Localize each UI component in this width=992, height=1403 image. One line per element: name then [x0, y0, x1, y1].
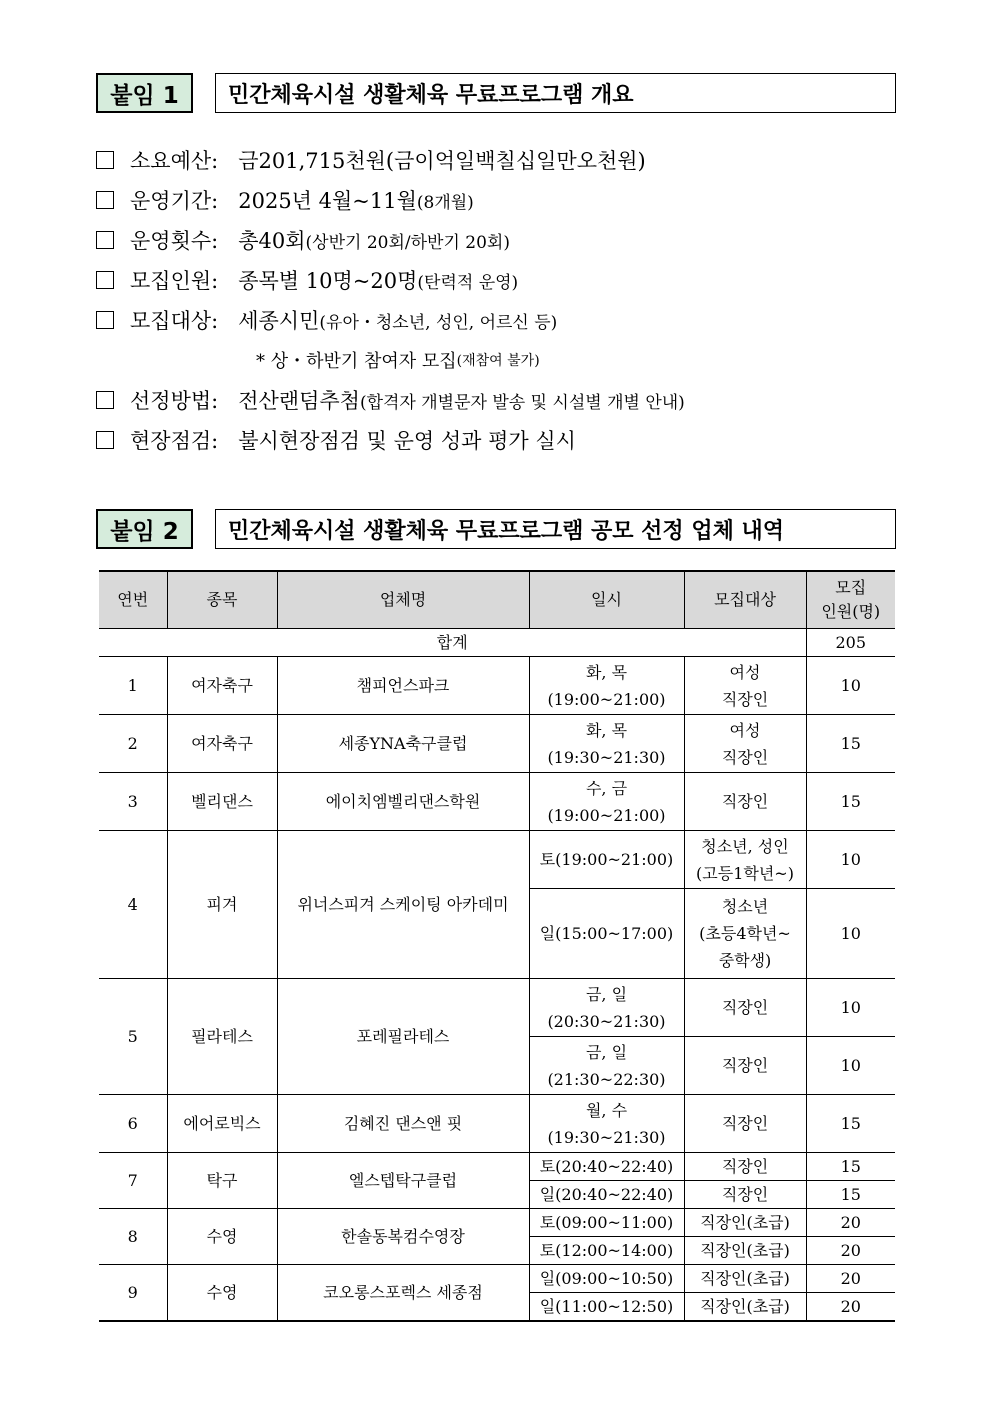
row-target: 직장인	[684, 1181, 806, 1209]
row-schedule: 일(11:00~12:50)	[529, 1293, 684, 1322]
row-count: 15	[806, 1095, 895, 1153]
row-sport: 수영	[167, 1265, 277, 1322]
item-value: 종목별 10명~20명	[238, 269, 418, 293]
row-schedule: 일(20:40~22:40)	[529, 1181, 684, 1209]
row-no: 5	[99, 979, 167, 1095]
checkbox-square-icon	[96, 151, 114, 169]
row-target: 직장인	[684, 1037, 806, 1095]
row-sport: 탁구	[167, 1153, 277, 1209]
row-target: 직장인	[684, 773, 806, 831]
row-company: 엘스텝탁구클럽	[277, 1153, 529, 1209]
row-count: 10	[806, 657, 895, 715]
overview-item-budget	[96, 140, 896, 180]
table-row	[99, 979, 895, 1037]
checkbox-square-icon	[96, 191, 114, 209]
overview-item-period	[96, 180, 896, 220]
row-target: 여성 직장인	[684, 715, 806, 773]
item-label: 운영횟수:	[130, 229, 219, 253]
row-count: 10	[806, 979, 895, 1037]
overview-list	[96, 140, 896, 460]
row-schedule: 토(19:00~21:00)	[529, 831, 684, 889]
row-sport: 피겨	[167, 831, 277, 979]
row-company: 위너스피겨 스케이팅 아카데미	[277, 831, 529, 979]
row-schedule: 금, 일 (21:30~22:30)	[529, 1037, 684, 1095]
row-sport: 벨리댄스	[167, 773, 277, 831]
header-company: 업체명	[277, 571, 529, 629]
row-count: 10	[806, 1037, 895, 1095]
table-row	[99, 1153, 895, 1181]
item-note: (8개월)	[416, 192, 474, 213]
header-target: 모집대상	[684, 571, 806, 629]
row-sport: 필라테스	[167, 979, 277, 1095]
row-count: 20	[806, 1237, 895, 1265]
section1-tag: 붙임 1	[96, 73, 193, 113]
row-target: 직장인(초급)	[684, 1293, 806, 1322]
section1-header	[96, 73, 896, 113]
row-schedule: 일(15:00~17:00)	[529, 889, 684, 979]
header-no: 연번	[99, 571, 167, 629]
item-value: 세종시민	[238, 309, 320, 333]
item-note: (유아・청소년, 성인, 어르신 등)	[319, 312, 558, 333]
row-company: 김혜진 댄스앤 핏	[277, 1095, 529, 1153]
table-row	[99, 1209, 895, 1237]
row-schedule: 금, 일 (20:30~21:30)	[529, 979, 684, 1037]
row-no: 9	[99, 1265, 167, 1322]
item-label: 소요예산:	[130, 149, 219, 173]
row-target: 여성 직장인	[684, 657, 806, 715]
total-label: 합계	[99, 629, 806, 657]
table-header-row	[99, 571, 895, 629]
row-schedule: 토(12:00~14:00)	[529, 1237, 684, 1265]
item-label: 모집대상:	[130, 309, 219, 333]
row-target: 직장인	[684, 1095, 806, 1153]
row-no: 2	[99, 715, 167, 773]
row-company: 에이치엠벨리댄스학원	[277, 773, 529, 831]
overview-item-count	[96, 220, 896, 260]
row-count: 20	[806, 1293, 895, 1322]
item-value: 금201,715천원(금이억일백칠십일만오천원)	[238, 149, 646, 173]
row-target: 직장인	[684, 979, 806, 1037]
row-sport: 에어로빅스	[167, 1095, 277, 1153]
row-count: 15	[806, 1153, 895, 1181]
section1-title: 민간체육시설 생활체육 무료프로그램 개요	[215, 73, 896, 113]
table-row	[99, 1265, 895, 1293]
table-row	[99, 831, 895, 889]
row-schedule: 수, 금 (19:00~21:00)	[529, 773, 684, 831]
item-label: 선정방법:	[130, 389, 219, 413]
row-company: 코오롱스포렉스 세종점	[277, 1265, 529, 1322]
item-note: (상반기 20회/하반기 20회)	[305, 232, 510, 253]
overview-item-target	[96, 300, 896, 340]
total-row	[99, 629, 895, 657]
header-schedule: 일시	[529, 571, 684, 629]
header-sport: 종목	[167, 571, 277, 629]
item-label: 현장점검:	[130, 429, 219, 453]
row-target: 직장인(초급)	[684, 1209, 806, 1237]
row-company: 포레필라테스	[277, 979, 529, 1095]
item-value: 2025년 4월~11월	[238, 189, 417, 213]
row-target: 청소년, 성인 (고등1학년~)	[684, 831, 806, 889]
checkbox-square-icon	[96, 391, 114, 409]
header-count-line2: 인원(명)	[821, 602, 881, 621]
row-no: 4	[99, 831, 167, 979]
row-count: 15	[806, 1181, 895, 1209]
overview-item-capacity	[96, 260, 896, 300]
row-count: 20	[806, 1209, 895, 1237]
row-count: 15	[806, 715, 895, 773]
row-no: 6	[99, 1095, 167, 1153]
row-schedule: 일(09:00~10:50)	[529, 1265, 684, 1293]
row-schedule: 토(20:40~22:40)	[529, 1153, 684, 1181]
item-value: 전산랜덤추첨	[238, 389, 360, 413]
row-count: 10	[806, 831, 895, 889]
row-no: 8	[99, 1209, 167, 1265]
row-target: 직장인(초급)	[684, 1265, 806, 1293]
checkbox-square-icon	[96, 231, 114, 249]
subnote-small: (재참여 불가)	[456, 353, 540, 369]
selection-table	[99, 570, 895, 1322]
row-schedule: 화, 목 (19:00~21:00)	[529, 657, 684, 715]
item-value: 총40회	[238, 229, 306, 253]
table-row	[99, 1095, 895, 1153]
row-count: 15	[806, 773, 895, 831]
row-company: 세종YNA축구클럽	[277, 715, 529, 773]
table-row	[99, 657, 895, 715]
row-schedule: 토(09:00~11:00)	[529, 1209, 684, 1237]
row-count: 20	[806, 1265, 895, 1293]
row-company: 챔피언스파크	[277, 657, 529, 715]
row-count: 10	[806, 889, 895, 979]
item-note: (탄력적 운영)	[417, 272, 519, 293]
item-label: 운영기간:	[130, 189, 219, 213]
overview-item-inspection	[96, 420, 896, 460]
row-schedule: 월, 수 (19:30~21:30)	[529, 1095, 684, 1153]
table-row	[99, 715, 895, 773]
checkbox-square-icon	[96, 311, 114, 329]
row-sport: 수영	[167, 1209, 277, 1265]
item-label: 모집인원:	[130, 269, 219, 293]
section2-header	[96, 509, 896, 549]
table-row	[99, 773, 895, 831]
header-count	[806, 571, 895, 629]
row-no: 3	[99, 773, 167, 831]
overview-subnote	[96, 340, 896, 380]
row-sport: 여자축구	[167, 715, 277, 773]
section2-tag: 붙임 2	[96, 509, 193, 549]
header-count-line1: 모집	[835, 578, 867, 597]
checkbox-square-icon	[96, 431, 114, 449]
row-no: 1	[99, 657, 167, 715]
row-target: 청소년 (초등4학년~ 중학생)	[684, 889, 806, 979]
overview-item-selection	[96, 380, 896, 420]
item-value: 불시현장점검 및 운영 성과 평가 실시	[238, 429, 576, 453]
item-note: (합격자 개별문자 발송 및 시설별 개별 안내)	[359, 392, 685, 413]
total-value: 205	[806, 629, 895, 657]
subnote-text: * 상・하반기 참여자 모집	[256, 351, 457, 372]
row-target: 직장인(초급)	[684, 1237, 806, 1265]
row-sport: 여자축구	[167, 657, 277, 715]
row-target: 직장인	[684, 1153, 806, 1181]
checkbox-square-icon	[96, 271, 114, 289]
section2-title: 민간체육시설 생활체육 무료프로그램 공모 선정 업체 내역	[215, 509, 896, 549]
row-schedule: 화, 목 (19:30~21:30)	[529, 715, 684, 773]
row-company: 한솔동복컴수영장	[277, 1209, 529, 1265]
row-no: 7	[99, 1153, 167, 1209]
